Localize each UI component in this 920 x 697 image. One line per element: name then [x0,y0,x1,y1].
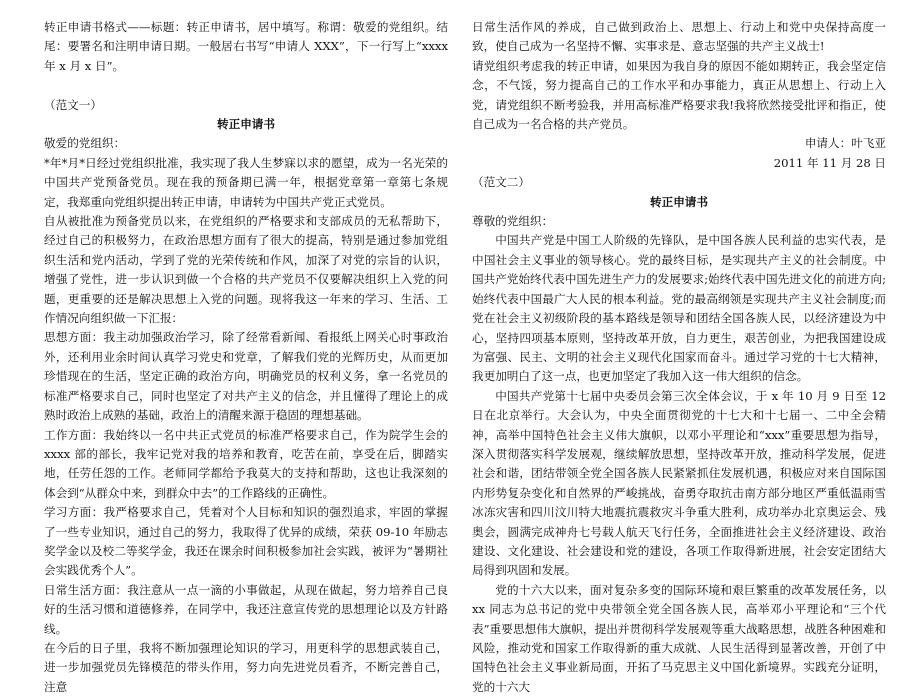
paragraph: 思想方面：我主动加强政治学习，除了经常看新闻、看报纸上网关心时事政治外，还利用业余时间认真学习党史和党章，了解我们党的光辉历史，从而更加珍惜现在的生活，坚定正确的政治方向，明确党员的权利义务，拿一名党员的标准严格要求自己，同时也坚定了对共产主义的信念，并且懂得了理论上的成熟时政治上成熟的基础，政治上的清醒来源于稳固的理想基础。 [44,330,448,423]
signature-date: 2011 年 11 月 28 日 [773,155,886,170]
paragraph: 自从被批准为预备党员以来，在党组织的严格要求和支部成员的无私帮助下，经过自己的积极努力，在政治思想方面有了很大的提高，特别是通过参加党组织生活和党内活动，学到了党的光荣传统和作风，加深了对党的宗旨的认识，增强了党性，进一步认识到做一个合格的共产党员不仅要解决组织上入党的问题，更重要的还是解决思想上入党的问题。现将我这一年来的学习、生活、工作情况向组织做一下汇报： [44,214,448,326]
left-column [44,18,448,697]
paragraph: 党的十六大以来，面对复杂多变的国际环境和艰巨繁重的改革发展任务，以 xx 同志为总书记的党中央带领全党全国各族人民，高举邓小平理论和“三个代表”重要思想伟大旗帜，提出并贯彻科学发展观等重大战略思想，战胜各种困难和风险，推动党和国家工作取得新的重大成就、人民生活得到显著改善，开创了中国特色社会主义事业新局面，开拓了马克思主义中国化新境界。实践充分证明，党的十六大 [472,582,886,694]
paragraph: *年*月*日经过党组织批准，我实现了我人生梦寐以求的愿望，成为一名光荣的中国共产党预备党员。现在我的预备期已满一年，根据党章第一章第七条规定，我郑重向党组织提出转正申请，申请转为中国共产党正式党员。 [44,155,448,209]
sample-1-title: 转正申请书 [217,117,275,132]
paragraph: 中国共产党第十七届中央委员会第三次全体会议，于 x 年 10 月 9 日至 12 日在北京举行。大会认为，中央全面贯彻党的十七大和十七届一、二中全会精神，高举中国特色社会主义伟大旗帜，以邓小平理论和“xxx”重要思想为指导，深入贯彻落实科学发展观，继续解放思想，坚持改革开放，推动科学发展，促进社会和谐，团结带领全党全国各族人民紧紧抓住发展机遇，积极应对来自国际国内形势复杂变化和自然界的严峻挑战，奋勇夺取抗击南方部分地区严重低温雨雪冰冻灾害和四川汶川特大地震抗震救灾斗争重大胜利，成功举办北京奥运会、残奥会，圆满完成神舟七号载人航天飞行任务，全面推进社会主义经济建设、政治建设、文化建设、社会建设和党的建设，各项工作取得新进展，社会安定团结大局得到巩固和发展。 [472,388,886,578]
sample-2-salutation: 尊敬的党组织： [472,214,554,229]
paragraph: 在今后的日子里，我将不断加强理论知识的学习，用更科学的思想武装自己，进一步加强党员先锋模范的带头作用，努力向先进党员看齐，不断完善自己，注意 [44,640,448,694]
format-intro: 转正申请书格式——标题：转正申请书，居中填写。称谓：敬爱的党组织。结尾：要署名和注明申请日期。一般居右书写“申请人 XXX”，下一行写上“xxxx 年 x 月 x 日”。 [44,20,448,73]
paragraph: 请党组织考虑我的转正申请，如果因为我自身的原因不能如期转正，我会坚定信念，不气馁，努力提高自己的工作水平和办事能力，真正从思想上、行动上入党，请党组织不断考验我，并用高标准严格要求我!我将欣然接受批评和指正，使自己成为一名合格的共产党员。 [472,58,886,132]
sample-1-label: （范文一） [44,97,102,112]
sample-2-title: 转正申请书 [650,194,708,209]
paragraph: 中国共产党是中国工人阶级的先锋队，是中国各族人民利益的忠实代表，是中国社会主义事业的领导核心。党的最终目标，是实现共产主义的社会制度。中国共产党始终代表中国先进生产力的发展要求;始终代表中国先进文化的前进方向;始终代表中国最广大人民的根本利益。党的最高纲领是实现共产主义社会制度;而党在社会主义初级阶段的基本路线是领导和团结全国各族人民，以经济建设为中心，坚持四项基本原则，坚持改革开放，自力更生，艰苦创业，为把我国建设成为富强、民主、文明的社会主义现代化国家而奋斗。通过学习党的十七大精神，我更加明白了这一点，也更加坚定了我加入这一伟大组织的信念。 [472,233,886,384]
paragraph: 学习方面：我严格要求自己，凭着对个人目标和知识的强烈追求，牢固的掌握了一些专业知识，通过自己的努力，我取得了优异的成绩，荣获 09-10 年励志奖学金以及校二等奖学金，我还在课余时间积极参加社会实践，被评为“暑期社会实践优秀个人”。 [44,505,448,578]
sample-1-salutation: 敬爱的党组织： [44,136,126,151]
paragraph: 工作方面：我始终以一名中共正式党员的标准严格要求自己，作为院学生会的 xxxx 部的部长，我牢记党对我的培养和教育，吃苦在前，享受在后，脚踏实地，任劳任怨的工作。老师同学都给予我莫大的支持和帮助，这也让我深刻的体会到“从群众中来，到群众中去”的工作路线的正确性。 [44,427,448,500]
sample-2-label: （范文二） [472,175,530,190]
right-column [472,18,886,697]
paragraph: 日常生活方面：我注意从一点一滴的小事做起，从现在做起，努力培养自己良好的生活习惯和道德修养，在同学中，我还注意宣传党的思想理论以及方针路线。 [44,582,448,636]
signature: 申请人：叶飞亚 [804,136,886,151]
paragraph: 日常生活作风的养成，自己做到政治上、思想上、行动上和党中央保持高度一致，使自己成为一名坚持不懈、实事求是、意志坚强的共产主义战士! [472,20,886,54]
